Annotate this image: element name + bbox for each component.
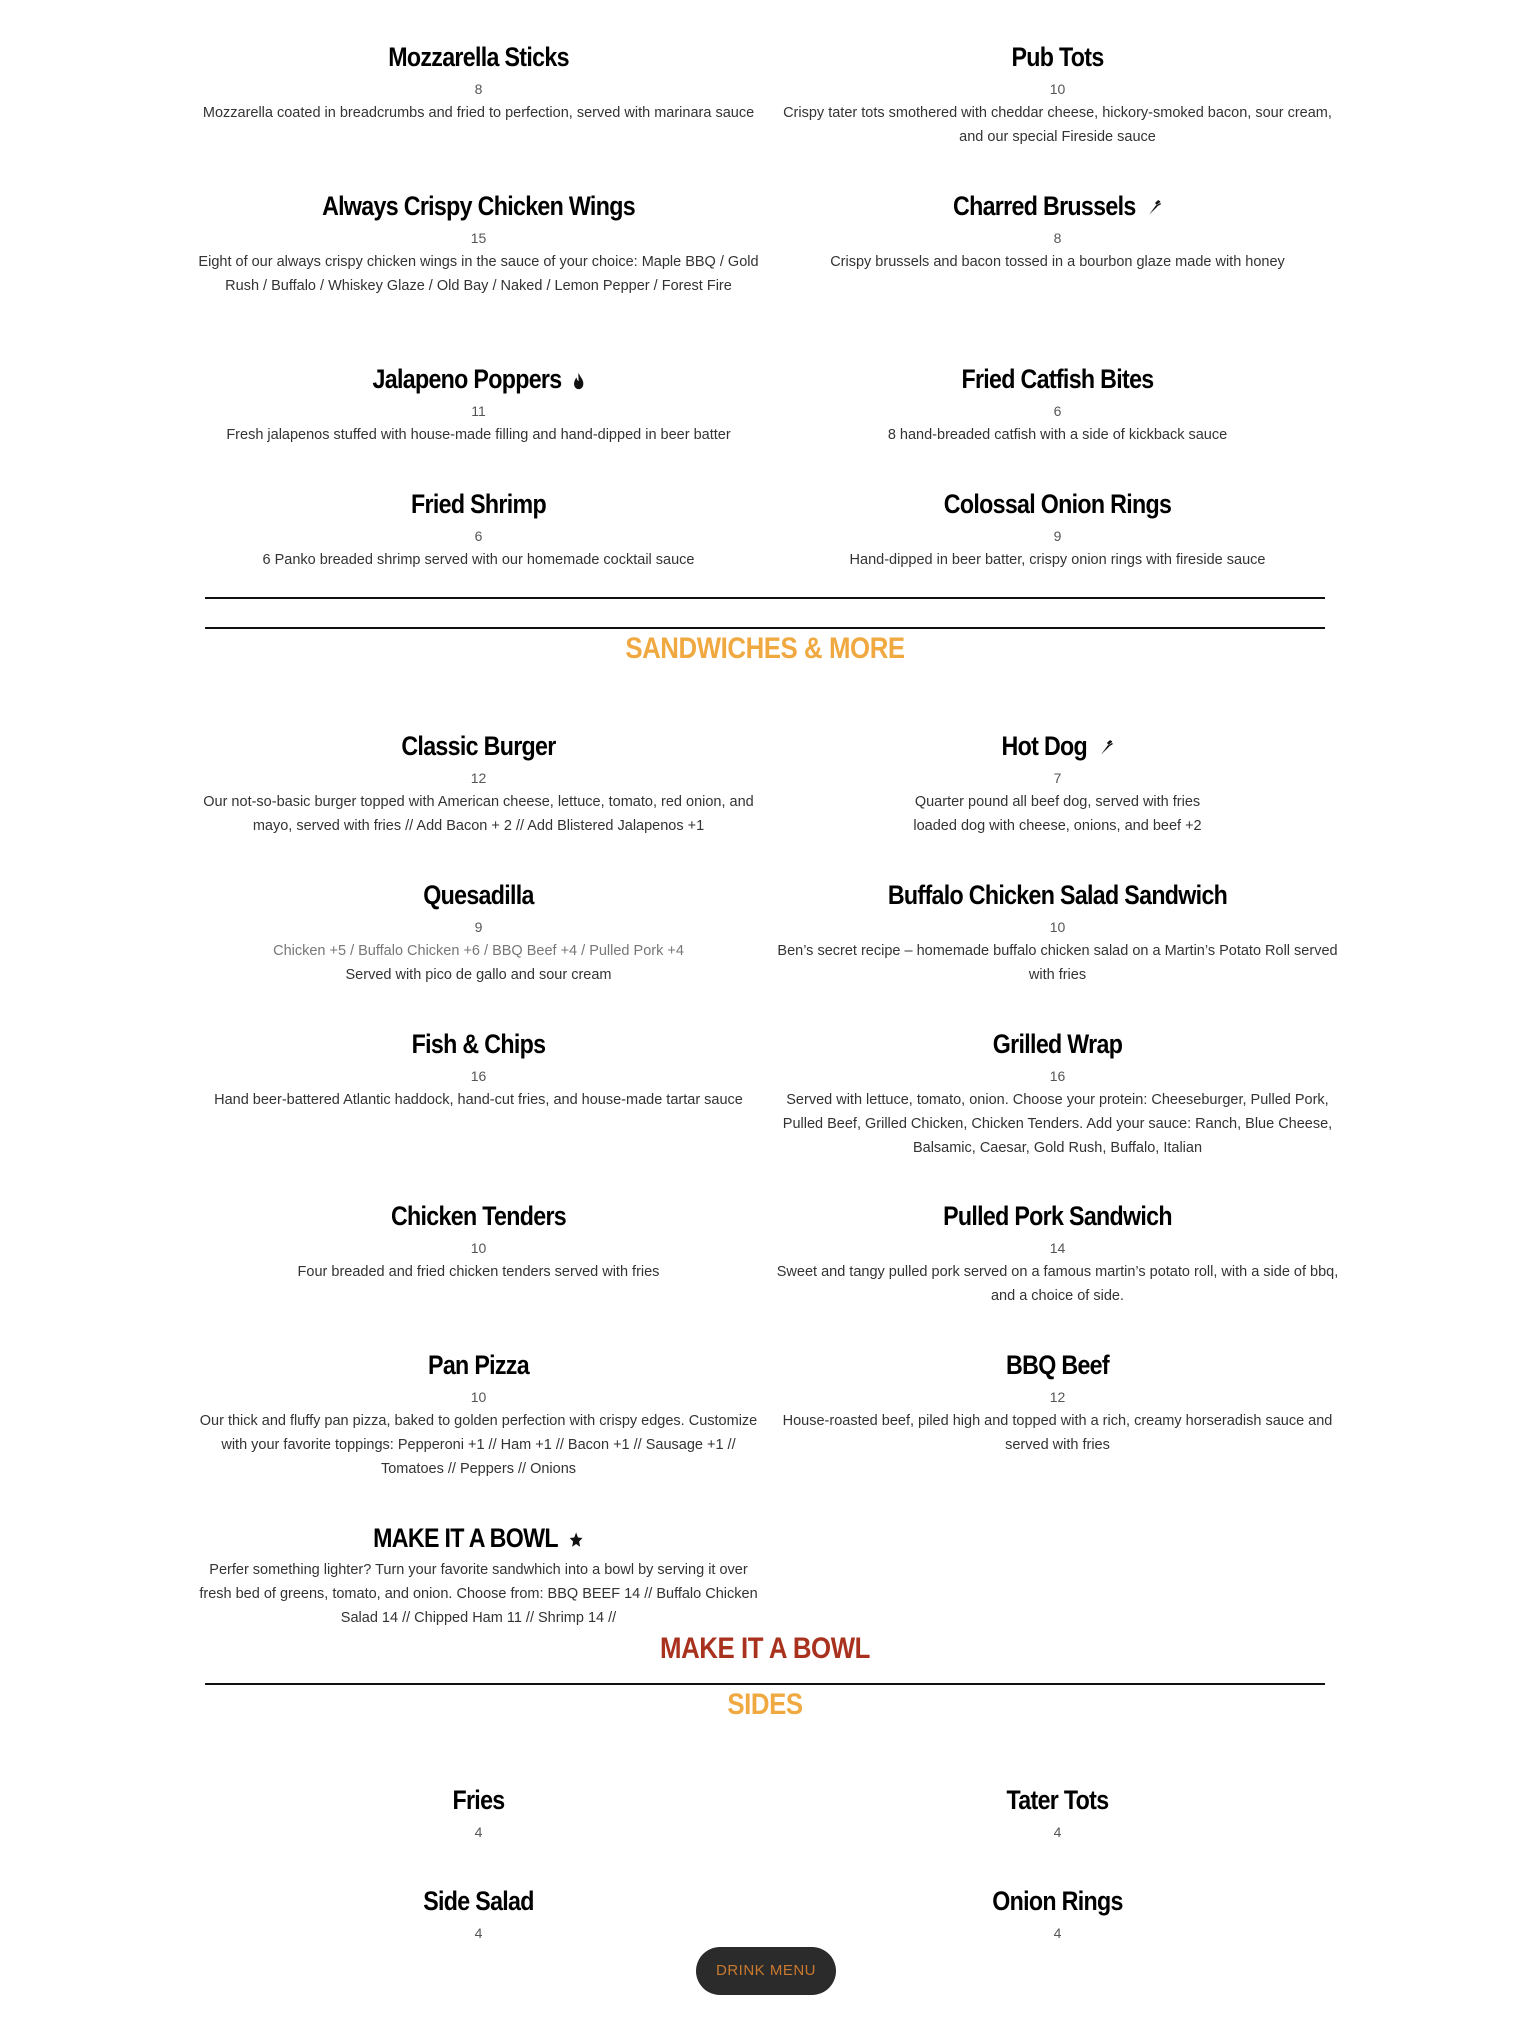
item-price: 6 bbox=[474, 528, 483, 544]
menu-item bbox=[196, 40, 761, 125]
menu-item bbox=[775, 1199, 1340, 1308]
menu-item bbox=[196, 729, 761, 838]
item-name: Onion Rings bbox=[992, 1886, 1123, 1916]
item-price: 16 bbox=[1049, 1068, 1066, 1084]
menu-item bbox=[775, 189, 1340, 274]
menu-item bbox=[775, 878, 1340, 987]
section-title-sides: SIDES bbox=[727, 1688, 803, 1721]
item-name: Tater Tots bbox=[1006, 1785, 1109, 1815]
menu-item bbox=[775, 40, 1340, 149]
item-price: 7 bbox=[1053, 770, 1062, 786]
carrot-icon bbox=[1098, 739, 1113, 757]
menu-item bbox=[775, 1884, 1340, 1942]
item-name: Pub Tots bbox=[1011, 42, 1104, 72]
item-description: Eight of our always crispy chicken wings in the sauce of your choice: Maple BBQ / Gold Rush / Buffalo / Whiskey Glaze / Old Bay / Naked / Lemon Pepper / Forest Fire bbox=[198, 254, 759, 294]
item-name: Always Crispy Chicken Wings bbox=[322, 191, 635, 221]
item-name: Side Salad bbox=[423, 1886, 534, 1916]
item-name: Quesadilla bbox=[423, 880, 534, 910]
item-name-text: Charred Brussels bbox=[953, 191, 1136, 221]
menu-item bbox=[196, 487, 761, 572]
menu-item bbox=[775, 1783, 1340, 1841]
item-description: Mozzarella coated in breadcrumbs and fried to perfection, served with marinara sauce bbox=[202, 105, 755, 121]
menu-item bbox=[775, 1027, 1340, 1160]
item-name: Buffalo Chicken Salad Sandwich bbox=[887, 880, 1228, 910]
item-addons: Chicken +5 / Buffalo Chicken +6 / BBQ Beef +4 / Pulled Pork +4 bbox=[273, 943, 684, 959]
item-price: 9 bbox=[1053, 528, 1062, 544]
item-description: Crispy brussels and bacon tossed in a bourbon glaze made with honey bbox=[830, 254, 1285, 270]
item-price: 4 bbox=[474, 1925, 483, 1941]
item-name: Grilled Wrap bbox=[992, 1029, 1123, 1059]
item-price: 4 bbox=[1053, 1925, 1062, 1941]
carrot-icon bbox=[1147, 199, 1162, 217]
item-description: Hand-dipped in beer batter, crispy onion rings with fireside sauce bbox=[849, 552, 1266, 568]
item-price: 8 bbox=[1053, 230, 1062, 246]
item-price: 4 bbox=[474, 1824, 483, 1840]
item-price: 10 bbox=[470, 1389, 487, 1405]
item-name bbox=[815, 729, 1301, 763]
item-price: 10 bbox=[1049, 919, 1066, 935]
item-name bbox=[236, 1521, 722, 1555]
item-price: 15 bbox=[470, 230, 487, 246]
item-name bbox=[815, 189, 1301, 223]
divider bbox=[205, 597, 1325, 599]
item-name-text: Jalapeno Poppers bbox=[372, 364, 562, 394]
item-price: 11 bbox=[471, 403, 486, 419]
item-name: Fried Shrimp bbox=[411, 489, 546, 519]
item-price: 8 bbox=[474, 81, 483, 97]
flame-icon bbox=[572, 372, 584, 390]
item-price: 14 bbox=[1049, 1240, 1066, 1256]
item-price: 10 bbox=[1049, 81, 1066, 97]
menu-item bbox=[775, 487, 1340, 572]
item-name: Chicken Tenders bbox=[390, 1201, 567, 1231]
item-description-line: loaded dog with cheese, onions, and beef +2 bbox=[913, 818, 1202, 834]
item-description: Our not-so-basic burger topped with American cheese, lettuce, tomato, red onion, and mayo, served with fries // Add Bacon + 2 // Add Blistered Jalapenos +1 bbox=[203, 794, 754, 834]
menu-item bbox=[196, 1199, 761, 1284]
item-description: Sweet and tangy pulled pork served on a famous martin’s potato roll, with a side of bbq, and a choice of side. bbox=[776, 1264, 1339, 1304]
item-description: Ben’s secret recipe – homemade buffalo chicken salad on a Martin’s Potato Roll served with fries bbox=[777, 943, 1338, 983]
item-description: Crispy tater tots smothered with cheddar cheese, hickory-smoked bacon, sour cream, and our special Fireside sauce bbox=[783, 105, 1332, 145]
item-price: 6 bbox=[1053, 403, 1062, 419]
item-name: Mozzarella Sticks bbox=[388, 42, 569, 72]
item-name: Fried Catfish Bites bbox=[961, 364, 1154, 394]
menu-item bbox=[196, 878, 761, 987]
menu-item bbox=[196, 189, 761, 298]
item-description-line: Served with pico de gallo and sour cream bbox=[345, 967, 612, 983]
item-description bbox=[775, 790, 1340, 838]
item-price: 12 bbox=[1049, 1389, 1066, 1405]
menu-item bbox=[196, 1348, 761, 1481]
item-name-text: MAKE IT A BOWL bbox=[373, 1523, 558, 1553]
menu-item bbox=[775, 729, 1340, 838]
item-price: 4 bbox=[1053, 1824, 1062, 1840]
item-description: Four breaded and fried chicken tenders served with fries bbox=[297, 1264, 660, 1280]
item-description: Fresh jalapenos stuffed with house-made filling and hand-dipped in beer batter bbox=[226, 427, 731, 443]
menu-item bbox=[775, 1348, 1340, 1457]
menu-item bbox=[775, 362, 1340, 447]
item-description-line: Quarter pound all beef dog, served with fries bbox=[914, 794, 1201, 810]
item-description: 8 hand-breaded catfish with a side of kickback sauce bbox=[887, 427, 1228, 443]
item-description: Hand beer-battered Atlantic haddock, hand-cut fries, and house-made tartar sauce bbox=[214, 1092, 743, 1108]
menu-item bbox=[196, 1027, 761, 1112]
item-description: 6 Panko breaded shrimp served with our homemade cocktail sauce bbox=[262, 552, 695, 568]
item-description: House-roasted beef, piled high and topped with a rich, creamy horseradish sauce and served with fries bbox=[782, 1413, 1333, 1453]
item-description: Our thick and fluffy pan pizza, baked to golden perfection with crispy edges. Customize with your favorite toppings: Pepperoni +1 // Ham +1 // Bacon +1 // Sausage +1 // Tomatoes // Peppers // Onions bbox=[199, 1413, 758, 1477]
item-name bbox=[236, 362, 722, 396]
item-name: Fish & Chips bbox=[411, 1029, 546, 1059]
menu-item bbox=[196, 1521, 761, 1630]
item-name: Pan Pizza bbox=[428, 1350, 529, 1380]
divider bbox=[205, 1683, 1325, 1685]
item-price: 10 bbox=[470, 1240, 487, 1256]
item-price: 12 bbox=[470, 770, 487, 786]
item-price: 16 bbox=[470, 1068, 487, 1084]
menu-item bbox=[196, 362, 761, 447]
drink-menu-button[interactable]: DRINK MENU bbox=[696, 1947, 836, 1995]
item-description: Served with lettuce, tomato, onion. Choose your protein: Cheeseburger, Pulled Pork, Pulled Beef, Grilled Chicken, Chicken Tenders. Add your sauce: Ranch, Blue Cheese, Balsamic, Caesar, Gold Rush, Buffalo, Italian bbox=[782, 1092, 1333, 1156]
item-description bbox=[196, 939, 761, 987]
item-name: Classic Burger bbox=[401, 731, 556, 761]
divider bbox=[205, 627, 1325, 629]
item-name: Fries bbox=[452, 1785, 505, 1815]
item-name: BBQ Beef bbox=[1006, 1350, 1109, 1380]
menu-item bbox=[196, 1884, 761, 1942]
item-price: 9 bbox=[474, 919, 483, 935]
star-icon bbox=[568, 1531, 583, 1549]
item-name: Pulled Pork Sandwich bbox=[943, 1201, 1172, 1231]
bowl-banner: MAKE IT A BOWL bbox=[660, 1632, 870, 1665]
menu-item bbox=[196, 1783, 761, 1841]
section-title-sandwiches: SANDWICHES & MORE bbox=[625, 632, 905, 665]
item-name-text: Hot Dog bbox=[1001, 731, 1088, 761]
item-description: Perfer something lighter? Turn your favorite sandwhich into a bowl by serving it over fresh bed of greens, tomato, and onion. Choose from: BBQ BEEF 14 // Buffalo Chicken Salad 14 // Chipped Ham 11 // Shrimp 14 // bbox=[199, 1562, 758, 1626]
item-name: Colossal Onion Rings bbox=[943, 489, 1172, 519]
